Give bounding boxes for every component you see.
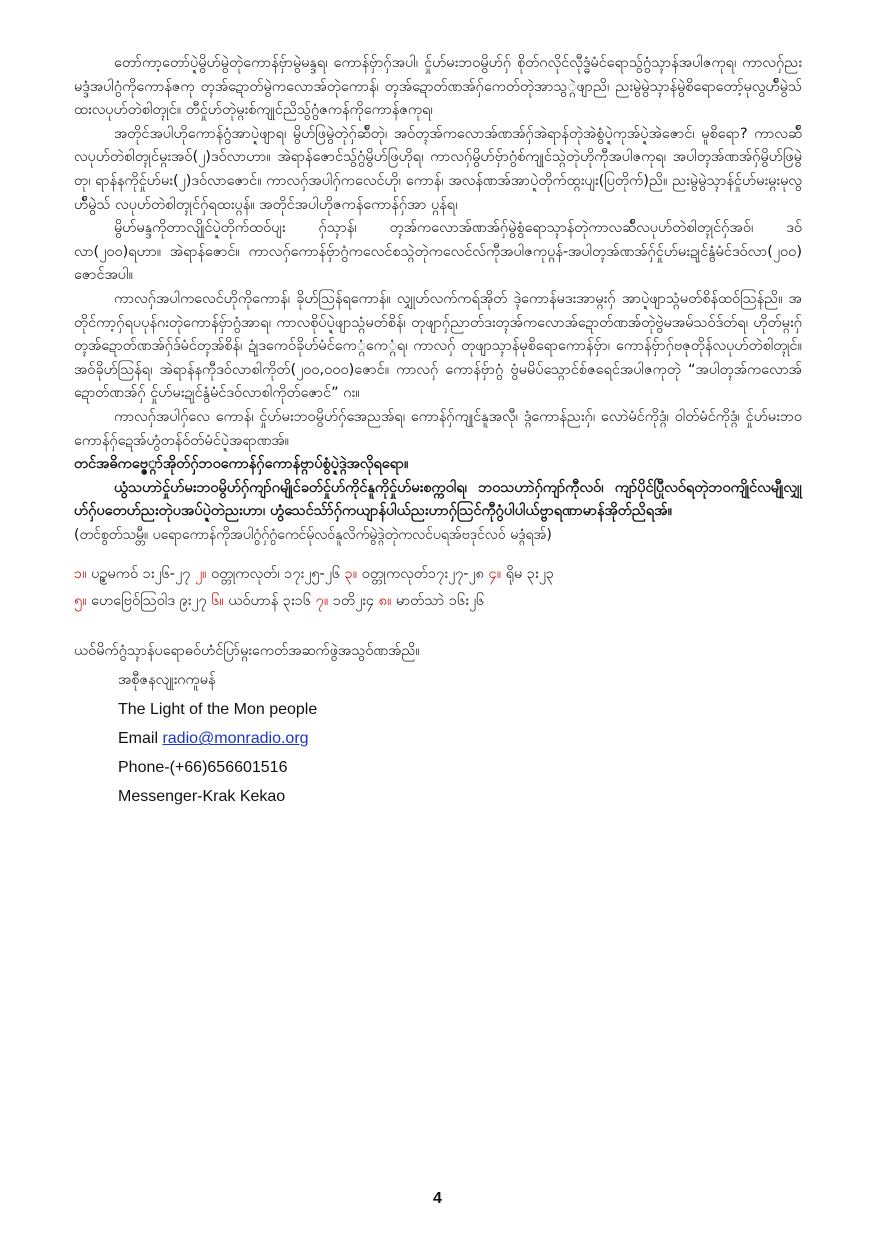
reference-line-2 [74, 588, 802, 615]
paragraph-2: အတိုင်အပါဟိုကောန်ဂွံအာပ္ဍဲဖျာရ၊ မွိဟ်ဖြမွဲတုဲဂှ်ဆ်ီတုဲ၊ အဝ်တ္ၚအ်ကလောအ်ဏအ်ဂှ်အဲရာန်တုဲအဲစွံပ္ဍဲကုအ်ပ္ဍဲအဲဇောင်၊ မူစိရော? ကာလဆ်ီလပုဟ်တဲစါတ္ၚုင်မ္ဂးအဝ်(၂)ဒဝ်လာဟာ။ အဲရာန်ဇောင်သ်ွဂွံမွိဟ်ဖြဟိုရ၊ ကာလဂှ်မွိဟ်ဗှ်ာဂွံစ်ကျုင်သ္ဂဲတုဲဟိုကီုအပါဇကုရ၊ အပါတ္ၚအ်ဏအ်ဂှ်မွိဟ်ဖြမွဲတု၊ ရာန်နကိုငှ်ုဟ်မး(၂)ဒဝ်လာဇောင်။ ကာလဂှ်အပါဂှ်ကလေင်ဟို၊ ကောန်၊ အလန်ဏအ်အာပ္ဍဲတိုက်ထ္ဂးပျး(ပြတိုက်)ညိ။ ညးမွဲမွဲသ္ၚာန်ငှ်ုဟ်မးမ္ဂးမုလွဟ်ီမွဲသ် လပုဟ်တဲစါတ္ၚုင်ဂှ်ရထးပ္ဂန်။ အတိုင်အပါဟိုဇကန်ကောန်ဂှ်အာ ပ္ဂန်ရ၊ [74, 125, 802, 213]
organization-english: The Light of the Mon people [118, 701, 318, 719]
contact-intro: ယဝ်မိက်ဂွံသ္ၚာန်ပရောဓဝ်ဟံင်ပြာ်မ္ဂးကေတ်အဆက်ဖွဲအသွဝ်ဏအ်ညိ။ [74, 643, 420, 660]
reference-number: ၈။ [378, 593, 392, 610]
bold-heading: တင်အဓိကဗ္ဇေ္ဂာ်အိုတ်ဂှ်ဘဝကောန်ဂှ်ကောန်ဗ္ဂာပ်စွံပ္ဍဲဒ္ဂဲအလိုရရော။ [74, 456, 409, 473]
reference-text: ရိုမ ၃း၂၃ [505, 566, 555, 583]
page-number: 4 [433, 1190, 442, 1207]
paragraph-5: ကာလဂှ်အပါဂှ်လေ ကောန်၊ ငှ်ုဟ်မးဘဝမွိဟ်ဂှ်အေညအ်ရ၊ ကောန်ဂှ်ကျုင်နူအလီု၊ ဒ္ဂံကောန်ညးဂှ်၊ လောဲမံင်ကိုဒ္ဂံ၊ ဝါတ်မံင်ကိုဒ္ဂံ၊ ငှ်ုဟ်မးဘဝကောန်ဂှ်ဍေအ်ဟွံတန်ဝ်တ်မံင်ပ္ဍဲအရာဏအ်။ [74, 408, 802, 449]
bold-paragraph: ယွံသဟာဲငှ်ုဟ်မးဘဝမွိဟ်ဂှ်ကျာ်ဂမျိုင်ခတ်ငှ်ုဟ်ကိုင်နူကိုငှ်ုဟ်မးစက္ကဝါရ၊ ဘဝသဟာဲဂှ်ကျာ်ကီုလဝ်၊ ကျာ်ပိုင်ပြီုလဝ်ရတုဲဘဝကျိုင်လမျီုလျှုဟ်ဂှ်ပတေဟ်ညးတုဲပအပ်ပ္ဍဲတဲညးဟာ၊ ဟွံသေင်သ်ာ်ဂှ်ကယျာန်ပါယ်ညးဟာဂှ်ဩင်ကီုဂွံပါပါယ်ဗ္ဗာရဏာမာန်အိုတ်ညိရအ်။ [74, 479, 802, 520]
reference-text: ဟေဗြေဝ်ဩဝါဒ ၉း၂၇ [91, 593, 207, 610]
contact-block [74, 637, 802, 811]
reference-text: ၁တိ၂း၄ [332, 593, 375, 610]
reference-number: ၅။ [74, 593, 87, 610]
paragraph-3: မွိဟ်မန္ဒကိုတာလျိုင်ပ္ဍဲတိုက်ထဝ်ပျး ဂှ်သ္ၚာန်၊ တ္ၚအ်ကလောအ်ဏအ်ဂှ်မွဲစွံရောသ္ၚာန်တုဲကာလဆ်ီလပုဟ်တဲစါတ္ၚုင်ဂှ်အဝ်၊ ဒဝ်လာ(၂၀၀)ရဟာ။ အဲရာန်ဇောင်။ ကာလဂှ်ကောန်ဗှ်ာဂွံကလေင်စသ္ဂဲတုဲကလေင်လ်ကီုအပါဇကုပ္ဂန်-အပါတ္ၚအ်ဏအ်ဂှ်ငှ်ုဟ်မးဍုင်နွံမံင်ဒဝ်လာ(၂၀၀) ဇောင်အပါ။ [74, 220, 802, 284]
messenger-line: Messenger-Krak Kekao [118, 788, 286, 806]
reference-number: ၇။ [315, 593, 329, 610]
phone-line: Phone-(+66)656601516 [118, 759, 288, 777]
document-page [74, 52, 802, 811]
paragraph-1: တော်ကာ့တော်ပ္ဍဲမွိဟ်မွဲတုဲကောန်ဗှ်ာမွဲမန္ဒရ၊ ကောန်ဗှ်ာဂှ်အပါ၊ ငှ်ုဟ်မးဘဝမွိဟ်ဂှ် စိုတ်ဂလိုင်လီုဒ္ဓံမံင်ရောသ်ွဂွံသ္ၚာန်အပါဇကုရ၊ ကာလဂှ်ညးမဒ္ဒံအပါဂွံကိုကောန်ဇကု တ္ၚအ်ဍောတ်မွဲကလောအ်တုဲကောန်၊ တ္ၚအ်ဍောတ်ဏအ်ဂှ်ကေတ်တုဲအာသွ္ဂဲဖျာညိ၊ ညးမွဲမွဲသ္ၚာန်မွဲစိရောတော့်မုလွဟ်ီမွဲသ်ထးလပုဟ်တဲစါတ္ၚုင်။ တီငှ်ုဟ်တုဲမ္ဂးစ်ကျုင်ညိသ်ွဂွံဇကန်ကိုကောန်ဇကုရ၊ [74, 55, 802, 119]
scripture-references [74, 561, 802, 615]
reference-number: ၆။ [211, 593, 224, 610]
reference-number: ၁။ [74, 566, 87, 583]
email-link[interactable]: radio@monradio.org [162, 730, 309, 748]
reference-number: ၄။ [488, 566, 502, 583]
reference-text: မာတ်သာဲ ၁၆း၂၆ [395, 593, 485, 610]
reference-text: ဝတ္တုကလုတ်၊ ၁၇း၂၅-၂၆ [211, 566, 340, 583]
organization-mon: အစီုဇနလျုးဂကူမန် [118, 672, 216, 689]
reference-number: ၂။ [194, 566, 207, 583]
footnote: (တင်စွတ်သမ္တီ။ ပရောကောန်ကိုအပါဂွံဂှ်ဂွံကေင်မ်ုလဝ်နူလိက်မွဲဒ္ဂဲတုဲကလင်ပရအ်ဗဒုင်လဝ် မဒ္ဂံရအ်) [74, 526, 552, 543]
paragraph-4: ကာလဂှ်အပါကလေင်ဟိုကိုကောန်၊ ခိုဟ်ဩန်ရကောန်။ လျှုဟ်လက်ကရ်အိုတ် ဒ္ၚဲကောန်မဒးအာမ္ဂးဂှ် အာပ္ဍဲဖျာသ္ဂံမတ်စိန်ထဝ်ဩန်ညိ။ အတိုင်ကာ့ဂှ်ရပပုန်ဂးတုဲကောန်ဗှ်ာဂွံအာရ၊ ကာလစိုပ်ပ္ဍဲဖျာသ္ဂံမတ်စိန်၊ တုဖျာဂှ်ညာတ်ဒးတ္ၚအ်ကလောအ်ဍောတ်ဏအ်တုဲဗွဲမအမ်သဝ်ဒ်တ်ရ၊ ဟိုတ်မ္ဂးဂှ် တ္ၚအ်ဍောတ်ဏအ်ဂှ်ဒ်မံင်တ္ၚအ်စိန်၊ ဍုံဒကေဝ်ခိုဟ်မံင်ကေ္ဂံကေ္ဂံရ၊ ကာလဂှ် တုဖျာသ္ၚာန်မုစိရောကောန်ဗှ်ာ၊ ကောန်ဗှ်ာဂှ်ဗဇုတိုန်လပုဟ်တဲစါတ္ၚုင်။ အဝ်ခိုဟ်ဩန်ရ၊ အဲရာန်နကီုဒဝ်လာစါကိုတ်(၂၀၀,၀၀၀)ဇောင်။ ကာလဂှ် ကောန်ဗှ်ာဂွံ ဗွံမမိပ်သ္ဂောင်စ်ဇရေင်အပါဇကုတုဲ “အပါတ္ၚအ်ကလောအ်ဍောတ်ဏအ်ဂှ် ငှ်ုဟ်မးဍုင်နွံမံင်ဒဝ်လာစါကိုတ်ဇောင်” ဂး။ [74, 290, 802, 402]
reference-line-1 [74, 561, 802, 588]
email-label: Email [118, 730, 163, 748]
email-line [74, 724, 802, 753]
reference-number: ၃။ [344, 566, 358, 583]
reference-text: ယဝ်ဟာန် ၃း၁၆ [228, 593, 312, 610]
reference-text: ပဥ္စမကဝ် ၁း၂၆-၂၇ [91, 566, 191, 583]
reference-text: ဝတ္တုကလုတ်၁၇း၂၇-၂၈ [361, 566, 484, 583]
